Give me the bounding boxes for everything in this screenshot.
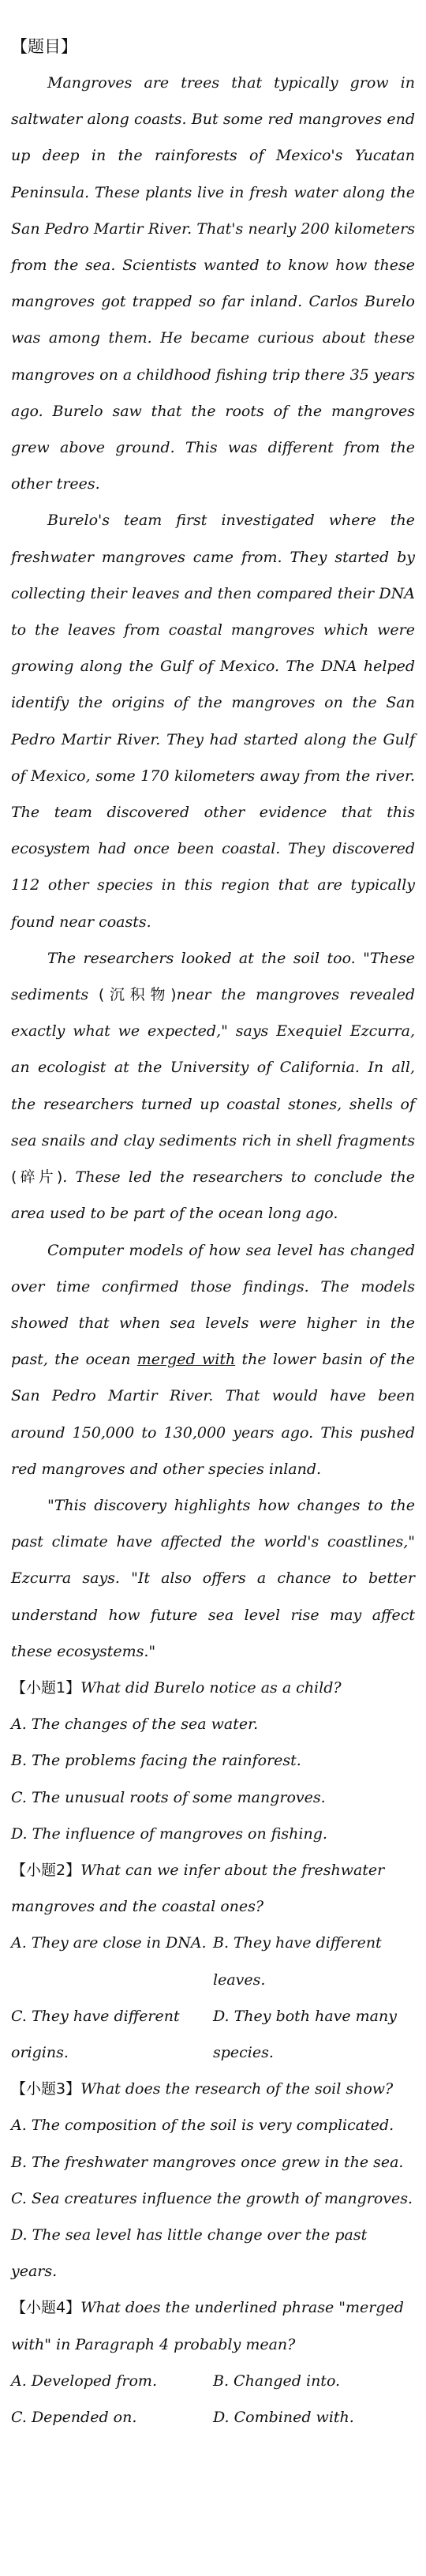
- question-3-option-a[interactable]: A. The composition of the soil is very complicated.: [11, 2117, 394, 2135]
- question-4: [11, 2289, 415, 2362]
- question-2-option-b[interactable]: B. They have different leaves.: [213, 1934, 382, 1989]
- question-1-option-b[interactable]: B. The problems facing the rainforest.: [11, 1752, 301, 1770]
- question-2: [11, 1852, 415, 1925]
- question-2-options-row-1: [11, 1925, 415, 1997]
- passage-paragraph-2: Burelo's team first investigated where the freshwater mangroves came from. They started by collecting their leaves and then compared their DNA to the leaves from coastal mangroves which were growing along the Gulf of Mexico. The DNA helped identify the origins of the mangroves on the San Pedro Martir River. They had started along the Gulf of Mexico, some 170 kilometers away from the river. The team discovered other evidence that this ecosystem had once been coastal. They discovered 112 other species in this region that are typically found near coasts.: [11, 512, 415, 931]
- passage-p4-text-b: the lower basin of the San Pedro Martir River. That would have been around 150,000 to 130,000 years ago. This pushed red mangroves and other species inland.: [11, 1351, 415, 1478]
- question-1-tag: 【小题1】: [11, 1678, 81, 1697]
- passage-paragraph-5: "This discovery highlights how changes to the past climate have affected the world's coastlines," Ezcurra says. "It also offers a chance to better understand how future sea level rise may affect these ecosystems.": [11, 1496, 415, 1660]
- passage-p3-text-b: near the mangroves revealed exactly what we expected," says Exequiel Ezcurra, an ecologist at the University of California. In all, the researchers turned up coastal stones, shells of sea snails and clay sediments rich in shell fragments: [11, 986, 415, 1149]
- question-3: [11, 2071, 415, 2107]
- question-4-stem: What does the underlined phrase "merged with" in Paragraph 4 probably mean?: [11, 2299, 404, 2353]
- question-4-option-b[interactable]: B. Changed into.: [213, 2372, 341, 2390]
- question-2-option-a[interactable]: A. They are close in DNA.: [11, 1934, 207, 1952]
- passage-paragraph-4: [11, 1232, 415, 1487]
- passage-p3-text-a: The researchers looked at the soil too. "These sediments: [11, 949, 415, 1004]
- question-1-stem: What did Burelo notice as a child?: [80, 1678, 342, 1697]
- question-3-option-d[interactable]: D. The sea level has little change over the past years.: [11, 2225, 368, 2281]
- underlined-phrase: merged with: [136, 1351, 236, 1369]
- question-2-option-d[interactable]: D. They both have many species.: [213, 2007, 397, 2061]
- passage-p4-text-a: Computer models of how sea level has changed over time confirmed those findings. The models showed that when sea levels were higher in the past, the ocean: [11, 1241, 415, 1369]
- question-3-tag: 【小题3】: [11, 2080, 81, 2098]
- question-2-tag: 【小题2】: [11, 1861, 81, 1879]
- passage-p3-gloss-1: (沉积物): [98, 986, 177, 1004]
- question-3-stem: What does the research of the soil show?: [80, 2080, 394, 2098]
- question-4-option-c[interactable]: C. Depended on.: [11, 2409, 137, 2426]
- question-4-option-d[interactable]: D. Combined with.: [213, 2409, 354, 2426]
- question-1-option-a[interactable]: A. The changes of the sea water.: [11, 1715, 259, 1734]
- question-3-option-b[interactable]: B. The freshwater mangroves once grew in the sea.: [11, 2153, 404, 2171]
- question-4-options-row-2: [11, 2399, 415, 2435]
- passage-p3-text-c: . These led the researchers to conclude the area used to be part of the ocean long ago.: [11, 1168, 415, 1223]
- question-heading: 【题目】: [11, 37, 77, 56]
- question-2-option-c[interactable]: C. They have different origins.: [11, 2007, 180, 2061]
- question-4-option-a[interactable]: A. Developed from.: [11, 2372, 157, 2390]
- question-2-stem: What can we infer about the freshwater mangroves and the coastal ones?: [11, 1861, 385, 1916]
- passage-p3-gloss-2: (碎片): [11, 1168, 63, 1187]
- question-4-tag: 【小题4】: [11, 2299, 81, 2317]
- question-1: [11, 1670, 415, 1706]
- question-4-options-row-1: [11, 2363, 415, 2399]
- passage-paragraph-3: [11, 940, 415, 1232]
- question-1-option-d[interactable]: D. The influence of mangroves on fishing.: [11, 1824, 327, 1843]
- question-2-options-row-2: [11, 1998, 415, 2071]
- passage-paragraph-1: Mangroves are trees that typically grow in saltwater along coasts. But some red mangroves end up deep in the rainforests of Mexico's Yucatan Peninsula. These plants live in fresh water along the San Pedro Martir River. That's nearly 200 kilometers from the sea. Scientists wanted to know how these mangroves got trapped so far inland. Carlos Burelo was among them. He became curious about these mangroves on a childhood fishing trip there 35 years ago. Burelo saw that the roots of the mangroves grew above ground. This was different from the other trees.: [11, 74, 415, 493]
- question-3-option-c[interactable]: C. Sea creatures influence the growth of mangroves.: [11, 2189, 413, 2207]
- question-1-option-c[interactable]: C. The unusual roots of some mangroves.: [11, 1788, 326, 1806]
